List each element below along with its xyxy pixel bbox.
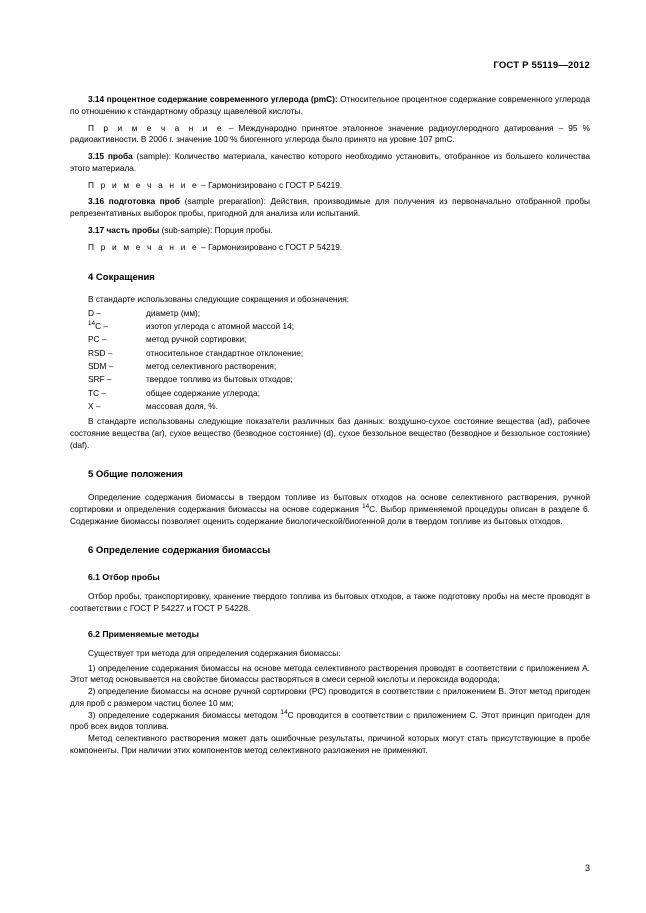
note-3-17	[70, 242, 590, 254]
note-label: П р и м е ч а н и е	[88, 122, 224, 133]
term-title: проба	[107, 151, 133, 162]
abbr-value: относительное стандартное отклонение;	[146, 347, 304, 358]
abbr-key: TC –	[88, 387, 106, 398]
section-4-outro: В стандарте использованы следующие показатели различных баз данных: воздушно-сухое состояние вещества (ad), рабочее состояние вещества (ar), сухое вещество (безводное состояние) (d), сухое беззольное вещество (безводное и беззольное состояние) (daf).	[70, 416, 590, 450]
abbr-key-text: C –	[95, 321, 109, 332]
section-5-paragraph: Определение содержания биомассы в твердом топливе из бытовых отходов на основе селективного растворения, ручной сортировки и определения содержания биомассы на основе содержания $^{14}$C. Выбор применяемой процедуры описан в разделе 6. Содержание биомассы позволяет оценить содержание биологической/биогенной доли в твердом топливе из бытовых отходов.	[70, 491, 590, 526]
term-number: 3.17	[88, 225, 105, 236]
document-body	[70, 94, 590, 757]
term-text: (sample preparation): Действия, производимые для получения из первоначально отобранной пробы репрезентативных выборок пробы, пригодной для анализа или испытаний.	[70, 196, 590, 219]
abbr-value: диаметр (мм);	[146, 307, 201, 318]
table-row	[88, 361, 303, 374]
term-title: подготовка проб	[108, 196, 181, 207]
term-number: 3.15	[88, 151, 105, 162]
table-row	[88, 401, 303, 414]
section-6-1-paragraph: Отбор пробы, транспортировку, хранение твердого топлива из бытовых отходов, а также подготовку пробы на месте проводят в соответствии с ГОСТ Р 54227 и ГОСТ Р 54228.	[70, 590, 590, 613]
abbreviations-table	[88, 308, 303, 414]
term-3-17	[70, 225, 590, 237]
section-6-2-intro: Существует три метода для определения содержания биомассы:	[88, 647, 341, 658]
method-item-2: 2) определение биомассы на основе ручной сортировки (PC) проводится в соответствии с приложением В. Этот метод пригоден для проб с размером частиц более 10 мм;	[70, 686, 590, 708]
note-label: П р и м е ч а н и е	[88, 241, 199, 252]
note-text: – Гармонизировано с ГОСТ Р 54219.	[198, 241, 343, 252]
method-item-3: 3) определение содержания биомассы методом $^{14}$C проводится в соответствии с приложением С. Этот принцип пригоден для проб всех видов топлива.	[70, 708, 591, 732]
section-5-title: 5 Общие положения	[88, 469, 183, 481]
section-6-2-title: 6.2 Применяемые методы	[88, 628, 199, 639]
abbr-value: метод ручной сортировки;	[146, 334, 247, 345]
abbr-key: SRF –	[88, 374, 112, 385]
abbr-value: изотоп углерода с атомной массой 14;	[146, 321, 294, 332]
term-3-14	[70, 94, 590, 118]
section-6-1-title: 6.1 Отбор пробы	[88, 571, 160, 582]
abbr-value: метод селективного растворения;	[146, 360, 277, 371]
abbr-key: SDM –	[88, 360, 114, 371]
table-row	[88, 308, 303, 321]
term-3-15	[70, 151, 590, 175]
note-label: П р и м е ч а н и е	[88, 179, 199, 190]
abbr-value: массовая доля, %.	[146, 400, 218, 411]
method-item-1: 1) определение содержания биомассы на основе метода селективного растворения проводят в соответствии с приложением А. Этот метод основывается на свойстве биомассы растворяться в смеси серной кислоты и пероксида водорода;	[70, 662, 590, 685]
term-text: (sub-sample): Порция пробы.	[159, 225, 273, 236]
abbr-key: PC –	[88, 334, 107, 345]
abbr-key: D –	[88, 307, 101, 318]
page-header: ГОСТ Р 55119—2012	[493, 60, 590, 71]
section-6-title: 6 Определение содержания биомассы	[88, 545, 271, 557]
abbr-key	[88, 321, 146, 334]
table-row	[88, 321, 303, 334]
carbon-14-superscript: 14	[362, 502, 370, 510]
abbr-key: X –	[88, 400, 101, 411]
carbon-14-superscript: 14	[280, 708, 288, 716]
abbr-superscript: 14	[88, 320, 96, 328]
table-row	[88, 388, 303, 401]
section-4-intro: В стандарте использованы следующие сокращения и обозначения:	[88, 294, 350, 305]
table-row	[88, 334, 303, 347]
note-pmc	[70, 123, 590, 147]
term-text: (sample): Количество материала, качество которого необходимо установить, отобранное из большего количества этого материала.	[70, 151, 591, 173]
term-title: процентное содержание современного углерода (pmC):	[106, 94, 338, 104]
term-text: Относительное процентное содержание современного углерода по отношению к стандартному образцу щавелевой кислоты.	[70, 94, 590, 116]
abbr-value: твердое топливо из бытовых отходов;	[146, 374, 293, 385]
table-row	[88, 374, 303, 387]
section-4-title: 4 Сокращения	[88, 271, 155, 283]
term-title: часть пробы	[106, 225, 160, 236]
note-text: – Гармонизировано с ГОСТ Р 54219.	[198, 179, 343, 190]
term-number: 3.14	[88, 94, 105, 104]
term-number: 3.16	[88, 196, 105, 207]
note-3-15	[70, 180, 590, 192]
section-6-2-closing: Метод селективного растворения может дать ошибочные результаты, причиной которых могут стать присутствующие в пробе компоненты. При наличии этих компонентов метод селективного разложения не применяют.	[70, 733, 590, 755]
page-number: 3	[584, 863, 590, 873]
table-row	[88, 348, 303, 361]
term-3-16	[70, 196, 590, 220]
note-text: – Международно принятое эталонное значение радиоуглеродного датирования – 95 % радиоактивности. В 2006 г. значение 100 % биогенного углерода было принято на уровне 107 pmC.	[70, 122, 590, 145]
abbr-value: общее содержание углерода;	[146, 387, 260, 398]
abbr-key: RSD –	[88, 347, 113, 358]
